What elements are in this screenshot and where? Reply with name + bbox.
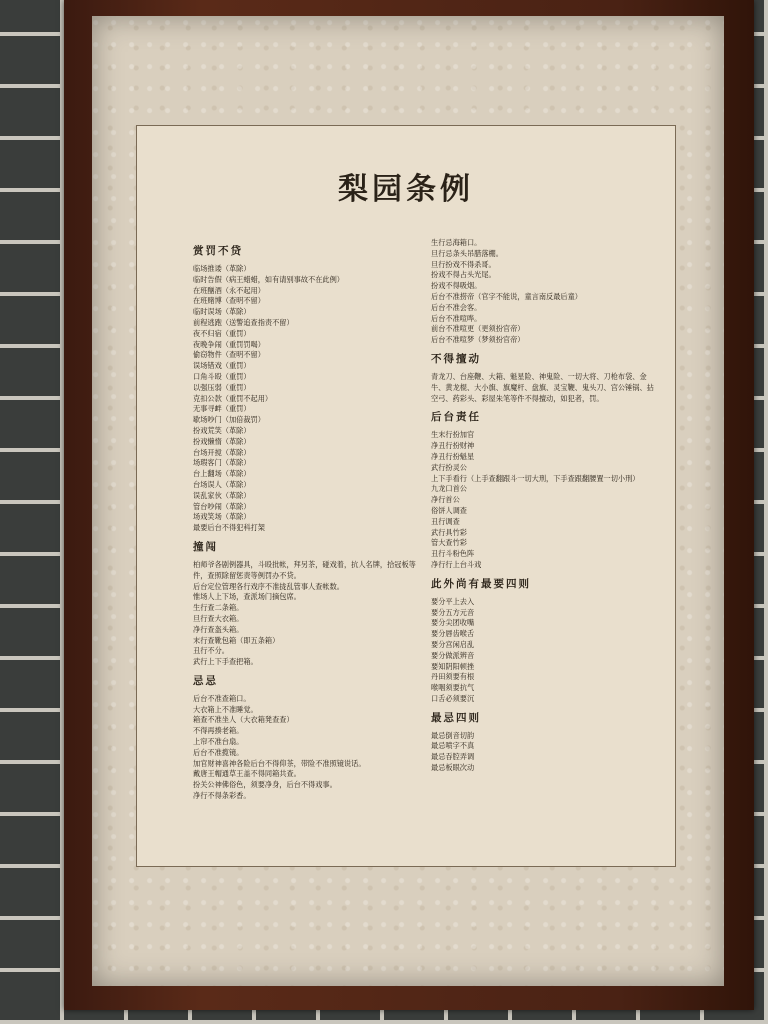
list-item: 净行查盔头箱。 [193,624,244,634]
list-item: 临时误场（革除） [193,307,251,317]
list-item: 武行上下手查把箱。 [193,657,258,667]
list-item: 后台不准喧哗。 [431,313,482,323]
list-item: 武行扮灵公 [431,462,467,472]
list-item: 克扣公款（重罚不起用） [193,393,273,403]
list-s7 [431,597,655,705]
list-item: 净丑行扮财神 [431,441,475,451]
list-item: 后台不准查箱口。 [193,693,251,703]
list-item: 扮戏不得吸烟。 [431,281,482,291]
list-item: 夜不归宿（重罚） [193,328,251,338]
list-item: 场戏笑场（革除） [193,512,251,522]
list-item: 前程逃跑（送警追查指责不留） [193,317,294,327]
list-item: 要分平上去入 [431,596,475,606]
list-item: 最忌喷字不真 [431,741,475,751]
list-s6 [431,430,655,570]
list-item: 最忌板眼次动 [431,763,475,773]
list-item: 生末行扮加官 [431,430,475,440]
list-item: 前台不准喧更（更须扮官帝） [431,324,525,334]
list-item: 箱查不准坐人（大衣箱凳查查） [193,715,294,725]
list-item: 不得再揍老箱。 [193,726,244,736]
list-item: 九龙口首公 [431,484,467,494]
list-item: 场瑕客门（革除） [193,458,251,468]
section-heading: 不得擅动 [431,352,481,365]
section-heading: 赏罚不贷 [193,245,243,257]
list-item: 夜晚争闹（重罚罚喝） [193,339,265,349]
section-heading: 后台责任 [431,411,481,424]
list-item: 最忌吞腔弄调 [431,752,475,762]
list-item: 后台不准会客。 [431,302,482,312]
list-item: 误乱家伙（革除） [193,490,251,500]
right-column [431,238,655,774]
list-item: 丑行不分。 [193,646,229,656]
section-heading: 忌忌 [193,674,218,687]
list-item: 在班赌博（查明不留） [193,296,265,306]
list-s8 [431,731,655,774]
list-item: 旦行忌条头吊腊落棚。 [431,248,503,258]
list-item: 台场误人（革除） [193,479,251,489]
list-item: 后台不准揽镜。 [193,747,244,757]
list-item: 后台定位管理各行戏序不准拢乱管事人查帐数。 [193,581,344,591]
list-item: 要分尖团收嘴 [431,618,475,628]
list-item: 丹田须要有根 [431,672,475,682]
section-heading: 撞闯 [193,540,218,553]
list-item: 在班酗酒（永不起用） [193,285,265,295]
list-item: 以强压弱（重罚） [193,382,251,392]
list-item: 临场推诿（革除） [193,264,251,273]
list-item: 加官财神喜神各险后台不得仰茶，带险不准照镜说话。 [193,758,366,768]
list-item: 口角斗殴（重罚） [193,371,251,381]
list-item: 武行具竹彩 [431,527,467,537]
list-s3 [193,694,417,802]
list-item: 扮关公神佛俗色，须要净身，后台不得戏事。 [193,780,337,790]
list-item: 最要后台不得犯科打架 [193,523,265,533]
section-heading: 此外尚有最要四则 [431,577,531,590]
list-item: 惟场人上下场，查派场门摘包席。 [193,592,301,602]
list-item: 要分五方元音 [431,607,475,617]
list-item: 上帘不准台扇。 [193,737,244,747]
list-item: 后台不准喧梦（梦须扮官帝） [431,335,525,345]
list-item: 要知阴阳顿挫 [431,661,475,671]
list-item: 后台不准捞帝（官字不能说，童言南反最后童） [431,291,582,301]
list-item: 生行查二条箱。 [193,603,244,613]
list-item: 净行首公 [431,495,460,505]
section-heading: 最忌四则 [431,711,481,724]
list-item: 扮戏懒惰（革除） [193,436,251,446]
list-item: 要分做派辨音 [431,650,475,660]
list-item: 丑行斗粉色阵 [431,549,475,559]
list-item: 净行不得条彩香。 [193,791,251,801]
list-item: 旦行扮戏不得杀哥。 [431,259,496,269]
list-item: 偷窃物件（查明不留） [193,350,265,360]
list-item: 旦行查大衣箱。 [193,613,244,623]
list-item: 戴唐王帽通草王盖不得同箱共查。 [193,769,301,779]
list-item: 净丑行扮魁星 [431,451,475,461]
list-item: 台上翻场（革除） [193,469,251,479]
list-s1 [193,264,417,534]
list-item: 扮戏荒笑（革除） [193,425,251,435]
list-item: 要分宫闲启乱 [431,639,475,649]
list-item: 大衣箱上不准睡觉。 [193,704,258,714]
list-item: 喉咽须要抗气 [431,683,475,693]
list-item: 无事寻衅（重罚） [193,404,251,414]
list-item: 临时告假（病王蜡蜡，如有请别事故不在此例） [193,274,344,284]
list-s4 [431,238,655,346]
list-item: 生行忌海箱口。 [431,238,482,247]
section-paragraph: 青龙刀、台座鞭、大箱、魁星险、神鬼险、一切大将、刀枪布袋、金牛、黄龙棍、大小旗、旗魔杆、盘旗、灵宝鞭、鬼头刀、宫公锤锅、拈空弓、药彩头、彩屋朱笔等件不得擅动，如犯者，罚。 [431,371,654,403]
list-item: 扮戏不得占头光尾。 [431,270,496,280]
list-item: 最忌倒音切韵 [431,730,475,740]
list-item: 净行行上台斗戏 [431,559,482,569]
list-item: 俗饼人调查 [431,505,467,515]
list-item: 要分唇齿喉舌 [431,629,475,639]
rules-paper [136,125,676,867]
list-item: 管台吵闹（革除） [193,501,251,511]
list-item: 丑行调查 [431,516,460,526]
poster-title: 梨园条例 [338,172,474,207]
left-column [193,238,417,802]
list-item: 管大查竹彩 [431,538,467,548]
list-item: 误场错戏（重罚） [193,361,251,371]
list-item: 台场开搅（革除） [193,447,251,457]
list-item: 上下手看行（上手查翻跟斗一切大刑，下手查跟翻腰置一切小刑） [431,473,640,483]
section-paragraph: 柏师爷各剧例器具，斗殴批帐，拜另茶，碰戏着，抗人名牌，拾冠板等件，查照除留惩责等例罚办不贷。 [193,559,416,580]
list-item: 末行查靴包箱（即五条箱） [193,635,280,645]
list-item: 歇场吵门（加倍裁罚） [193,415,265,425]
list-item: 口舌必须要沉 [431,693,475,703]
list-s2 [193,582,417,668]
